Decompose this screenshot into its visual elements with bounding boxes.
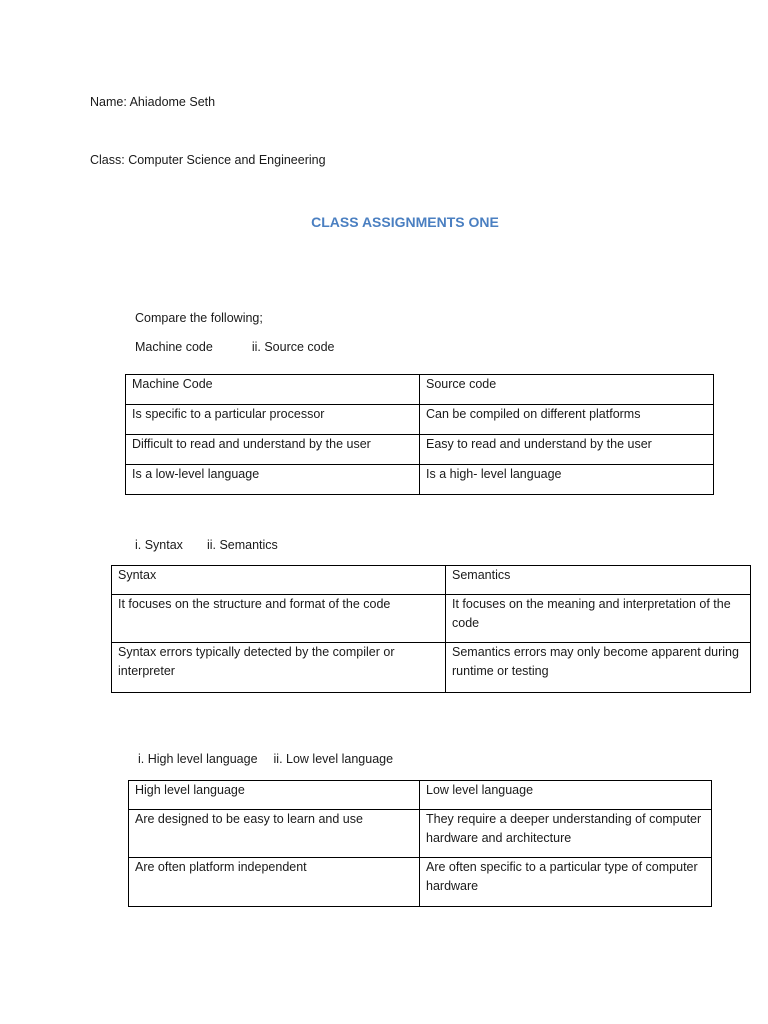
table-header-cell: Machine Code — [126, 375, 420, 405]
table-header-row — [129, 781, 712, 810]
table-cell: They require a deeper understanding of computer hardware and architecture — [420, 810, 712, 858]
comparison-item-b: ii. Semantics — [206, 538, 278, 552]
table-header-cell: Low level language — [420, 781, 712, 810]
table-row — [129, 810, 712, 858]
table-cell: Difficult to read and understand by the user — [126, 435, 420, 465]
table-cell: It focuses on the meaning and interpretation of the code — [446, 595, 751, 643]
table-cell: Easy to read and understand by the user — [420, 435, 714, 465]
table-cell: Are designed to be easy to learn and use — [129, 810, 420, 858]
table-row — [126, 435, 714, 465]
comparison-heading-3 — [138, 751, 393, 767]
instruction-text: Compare the following; — [135, 311, 263, 325]
table-header-cell: Semantics — [446, 566, 751, 595]
syntax-vs-semantics-table — [111, 565, 751, 693]
table-cell: Is a high- level language — [420, 465, 714, 495]
document-title: CLASS ASSIGNMENTS ONE — [311, 214, 499, 230]
comparison-item-b: ii. Low level language — [273, 752, 394, 766]
student-class: Class: Computer Science and Engineering — [90, 153, 326, 167]
table-row — [126, 405, 714, 435]
table-header-row — [112, 566, 751, 595]
table-cell: Semantics errors may only become apparent during runtime or testing — [446, 643, 751, 693]
table-row — [112, 595, 751, 643]
table-cell: It focuses on the structure and format of the code — [112, 595, 446, 643]
table-cell: Can be compiled on different platforms — [420, 405, 714, 435]
high-vs-low-level-table — [128, 780, 712, 907]
table-row — [129, 858, 712, 907]
comparison-item-b: ii. Source code — [251, 340, 335, 354]
table-header-row — [126, 375, 714, 405]
comparison-heading-1 — [135, 339, 335, 355]
comparison-item-a: i. High level language — [138, 752, 258, 766]
machine-vs-source-table — [125, 374, 714, 495]
student-name: Name: Ahiadome Seth — [90, 95, 216, 109]
table-cell: Are often specific to a particular type of computer hardware — [420, 858, 712, 907]
table-row — [126, 465, 714, 495]
comparison-item-a: Machine code — [135, 340, 213, 354]
table-row — [112, 643, 751, 693]
table-cell: Is a low-level language — [126, 465, 420, 495]
table-cell: Are often platform independent — [129, 858, 420, 907]
table-header-cell: Source code — [420, 375, 714, 405]
comparison-item-a: i. Syntax — [135, 538, 183, 552]
comparison-heading-2 — [135, 537, 278, 553]
table-header-cell: High level language — [129, 781, 420, 810]
table-header-cell: Syntax — [112, 566, 446, 595]
table-cell: Is specific to a particular processor — [126, 405, 420, 435]
table-cell: Syntax errors typically detected by the compiler or interpreter — [112, 643, 446, 693]
